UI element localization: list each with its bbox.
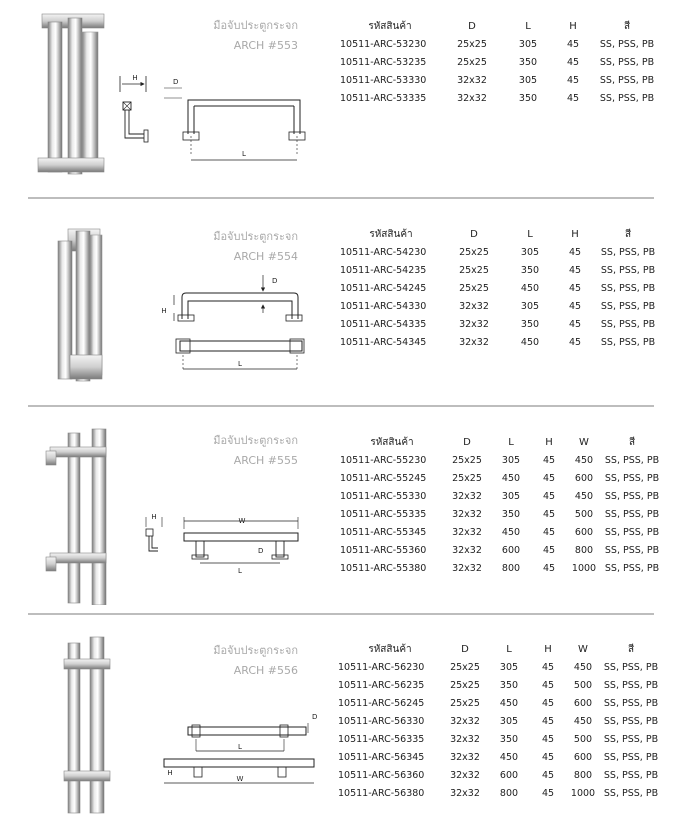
product-code-cell: 10511-ARC-53235 — [340, 56, 427, 68]
column-header: D — [468, 21, 476, 32]
table-row — [340, 279, 660, 297]
column-header: H — [569, 21, 577, 32]
table-cell: 32x32 — [450, 751, 480, 763]
dimension-w-label: W — [238, 517, 246, 525]
column-header: H — [571, 229, 579, 240]
table-cell: SS, PSS, PB — [604, 526, 660, 538]
column-header: D — [461, 644, 469, 655]
column-header: รหัสสินค้า — [368, 644, 412, 655]
product-type-thai: มือจับประตูกระจก — [213, 644, 298, 657]
product-photo — [40, 425, 114, 605]
table-cell: 32x32 — [452, 526, 482, 538]
dimension-l-label: L — [238, 567, 242, 575]
column-header: L — [508, 437, 514, 448]
table-cell: 305 — [518, 74, 538, 86]
table-cell: SS, PSS, PB — [600, 264, 656, 276]
table-cell: 350 — [520, 318, 540, 330]
product-section-arch-553 — [0, 0, 682, 198]
dimension-l-label: L — [242, 150, 246, 158]
column-header: สี — [627, 644, 635, 655]
table-row — [340, 315, 660, 333]
column-header: W — [579, 437, 589, 448]
table-cell: SS, PSS, PB — [603, 697, 659, 709]
table-row — [340, 487, 662, 505]
technical-drawing — [110, 70, 310, 180]
table-cell: 305 — [520, 300, 540, 312]
table-row — [338, 694, 662, 712]
product-code-cell: 10511-ARC-53230 — [340, 38, 427, 50]
product-type-thai: มือจับประตูกระจก — [213, 19, 298, 32]
table-cell: 350 — [499, 733, 519, 745]
table-cell: 1000 — [570, 787, 596, 799]
table-cell: SS, PSS, PB — [603, 769, 659, 781]
table-row — [338, 766, 662, 784]
table-cell: 305 — [499, 715, 519, 727]
table-row — [340, 559, 662, 577]
table-cell: SS, PSS, PB — [604, 508, 660, 520]
table-cell: 45 — [542, 544, 556, 556]
table-row — [340, 89, 660, 107]
table-cell: 25x25 — [452, 472, 482, 484]
table-cell: 45 — [568, 282, 582, 294]
product-label — [180, 641, 298, 681]
table-row — [338, 730, 662, 748]
column-header: รหัสสินค้า — [368, 21, 412, 32]
table-row — [338, 676, 662, 694]
technical-drawing — [150, 269, 320, 379]
table-cell: 32x32 — [450, 715, 480, 727]
dimension-l-label: L — [238, 360, 242, 368]
table-cell: 350 — [499, 679, 519, 691]
product-section-arch-555 — [0, 407, 682, 613]
technical-drawing — [140, 507, 310, 577]
table-cell: 305 — [520, 246, 540, 258]
table-row — [338, 784, 662, 802]
table-cell: 32x32 — [450, 787, 480, 799]
table-cell: 500 — [573, 679, 593, 691]
table-row — [338, 748, 662, 766]
product-model: ARCH #556 — [233, 664, 298, 677]
dimension-h-label: H — [151, 513, 157, 521]
table-cell: 25x25 — [450, 679, 480, 691]
table-cell: 350 — [518, 56, 538, 68]
dimension-h-label: H — [132, 74, 138, 82]
product-code-cell: 10511-ARC-53330 — [340, 74, 427, 86]
table-cell: 450 — [499, 697, 519, 709]
product-code-cell: 10511-ARC-54235 — [340, 264, 427, 276]
table-cell: 32x32 — [452, 490, 482, 502]
table-cell: 25x25 — [452, 454, 482, 466]
table-cell: SS, PSS, PB — [600, 336, 656, 348]
table-cell: 800 — [501, 562, 521, 574]
spec-table — [340, 434, 662, 577]
table-cell: 45 — [566, 56, 580, 68]
product-code-cell: 10511-ARC-54230 — [340, 246, 427, 258]
dimension-d-label: D — [312, 713, 318, 721]
product-code-cell: 10511-ARC-56335 — [338, 733, 425, 745]
table-cell: 25x25 — [459, 282, 489, 294]
table-cell: 800 — [573, 769, 593, 781]
dimension-w-label: W — [236, 775, 244, 783]
table-cell: SS, PSS, PB — [599, 56, 655, 68]
product-type-thai: มือจับประตูกระจก — [213, 230, 298, 243]
table-cell: 32x32 — [459, 318, 489, 330]
product-code-cell: 10511-ARC-55345 — [340, 526, 427, 538]
column-header: รหัสสินค้า — [369, 229, 413, 240]
product-code-cell: 10511-ARC-56245 — [338, 697, 425, 709]
table-row — [340, 523, 662, 541]
table-row — [340, 71, 660, 89]
table-cell: 450 — [573, 715, 593, 727]
table-cell: 25x25 — [450, 697, 480, 709]
table-cell: SS, PSS, PB — [604, 454, 660, 466]
table-cell: 600 — [499, 769, 519, 781]
table-cell: 32x32 — [450, 769, 480, 781]
product-code-cell: 10511-ARC-55380 — [340, 562, 427, 574]
table-cell: 600 — [501, 544, 521, 556]
table-cell: 305 — [501, 490, 521, 502]
table-row — [340, 243, 660, 261]
table-cell: 305 — [501, 454, 521, 466]
spec-table — [340, 226, 660, 351]
table-cell: 450 — [574, 454, 594, 466]
product-photo — [34, 12, 116, 188]
table-row — [340, 297, 660, 315]
table-cell: 45 — [568, 246, 582, 258]
product-code-cell: 10511-ARC-53335 — [340, 92, 427, 104]
table-cell: 25x25 — [459, 264, 489, 276]
table-cell: 600 — [574, 472, 594, 484]
column-header: L — [525, 21, 531, 32]
table-cell: SS, PSS, PB — [604, 490, 660, 502]
product-type-thai: มือจับประตูกระจก — [213, 434, 298, 447]
product-code-cell: 10511-ARC-54330 — [340, 300, 427, 312]
table-row — [340, 451, 662, 469]
table-cell: SS, PSS, PB — [600, 282, 656, 294]
table-cell: 45 — [541, 787, 555, 799]
dimension-h-label: H — [161, 307, 167, 315]
table-cell: SS, PSS, PB — [603, 661, 659, 673]
product-label — [180, 431, 298, 471]
table-row — [340, 35, 660, 53]
product-code-cell: 10511-ARC-54245 — [340, 282, 427, 294]
column-header: L — [527, 229, 533, 240]
table-cell: 25x25 — [450, 661, 480, 673]
table-cell: 450 — [501, 526, 521, 538]
table-cell: 450 — [573, 661, 593, 673]
product-photo — [42, 225, 112, 385]
product-code-cell: 10511-ARC-56230 — [338, 661, 425, 673]
column-header: H — [544, 644, 552, 655]
column-header: D — [463, 437, 471, 448]
product-label — [180, 227, 298, 267]
table-cell: 25x25 — [459, 246, 489, 258]
table-row — [340, 261, 660, 279]
table-cell: 45 — [541, 715, 555, 727]
table-cell: SS, PSS, PB — [603, 751, 659, 763]
table-cell: 1000 — [571, 562, 597, 574]
table-cell: SS, PSS, PB — [603, 787, 659, 799]
product-code-cell: 10511-ARC-56235 — [338, 679, 425, 691]
table-cell: 32x32 — [452, 544, 482, 556]
table-cell: SS, PSS, PB — [604, 472, 660, 484]
table-cell: SS, PSS, PB — [603, 679, 659, 691]
table-row — [340, 541, 662, 559]
table-cell: 25x25 — [457, 38, 487, 50]
table-cell: 500 — [574, 508, 594, 520]
table-cell: 45 — [541, 751, 555, 763]
product-code-cell: 10511-ARC-55335 — [340, 508, 427, 520]
table-cell: 800 — [574, 544, 594, 556]
product-section-arch-554 — [0, 199, 682, 405]
column-header: H — [545, 437, 553, 448]
table-cell: SS, PSS, PB — [600, 318, 656, 330]
product-code-cell: 10511-ARC-54345 — [340, 336, 427, 348]
technical-drawing — [150, 709, 330, 789]
table-cell: SS, PSS, PB — [600, 300, 656, 312]
table-cell: SS, PSS, PB — [603, 733, 659, 745]
table-cell: SS, PSS, PB — [599, 74, 655, 86]
table-cell: SS, PSS, PB — [604, 544, 660, 556]
dimension-l-label: L — [238, 743, 242, 751]
dimension-d-label: D — [258, 547, 264, 555]
product-code-cell: 10511-ARC-54335 — [340, 318, 427, 330]
table-header-row — [340, 434, 662, 451]
table-cell: 32x32 — [457, 92, 487, 104]
table-cell: 600 — [573, 751, 593, 763]
product-code-cell: 10511-ARC-56330 — [338, 715, 425, 727]
table-cell: SS, PSS, PB — [599, 92, 655, 104]
product-code-cell: 10511-ARC-55230 — [340, 454, 427, 466]
spec-table — [338, 641, 662, 802]
table-cell: 45 — [541, 769, 555, 781]
product-code-cell: 10511-ARC-55330 — [340, 490, 427, 502]
table-cell: 45 — [541, 661, 555, 673]
table-row — [338, 712, 662, 730]
table-row — [340, 469, 662, 487]
table-cell: 45 — [541, 679, 555, 691]
table-cell: SS, PSS, PB — [603, 715, 659, 727]
table-cell: 25x25 — [457, 56, 487, 68]
table-row — [340, 333, 660, 351]
product-code-cell: 10511-ARC-55245 — [340, 472, 427, 484]
table-cell: SS, PSS, PB — [599, 38, 655, 50]
dimension-d-label: D — [272, 277, 278, 285]
product-model: ARCH #555 — [233, 454, 298, 467]
table-cell: 45 — [542, 472, 556, 484]
product-section-arch-556 — [0, 615, 682, 814]
table-cell: 45 — [541, 733, 555, 745]
table-cell: SS, PSS, PB — [600, 246, 656, 258]
table-cell: 45 — [568, 300, 582, 312]
column-header: W — [578, 644, 588, 655]
table-header-row — [340, 18, 660, 35]
table-cell: 45 — [568, 264, 582, 276]
table-cell: 32x32 — [459, 336, 489, 348]
table-cell: 450 — [520, 336, 540, 348]
table-cell: 305 — [518, 38, 538, 50]
product-photo — [62, 635, 114, 815]
product-code-cell: 10511-ARC-56380 — [338, 787, 425, 799]
product-label — [180, 16, 298, 56]
dimension-d-label: D — [173, 78, 179, 86]
table-row — [340, 53, 660, 71]
spec-table — [340, 18, 660, 107]
product-model: ARCH #553 — [233, 39, 298, 52]
column-header: สี — [624, 229, 632, 240]
table-cell: 45 — [542, 526, 556, 538]
table-cell: 32x32 — [459, 300, 489, 312]
table-cell: 45 — [541, 697, 555, 709]
column-header: รหัสสินค้า — [370, 437, 414, 448]
product-model: ARCH #554 — [233, 250, 298, 263]
table-row — [338, 658, 662, 676]
dimension-h-label: H — [167, 769, 173, 777]
table-cell: 32x32 — [450, 733, 480, 745]
table-cell: 45 — [566, 92, 580, 104]
table-cell: 32x32 — [452, 562, 482, 574]
table-cell: 350 — [501, 508, 521, 520]
product-code-cell: 10511-ARC-55360 — [340, 544, 427, 556]
column-header: D — [470, 229, 478, 240]
table-cell: SS, PSS, PB — [604, 562, 660, 574]
product-code-cell: 10511-ARC-56345 — [338, 751, 425, 763]
product-code-cell: 10511-ARC-56360 — [338, 769, 425, 781]
table-header-row — [340, 226, 660, 243]
table-cell: 600 — [574, 526, 594, 538]
table-cell: 305 — [499, 661, 519, 673]
table-row — [340, 505, 662, 523]
column-header: สี — [628, 437, 636, 448]
column-header: L — [506, 644, 512, 655]
table-cell: 500 — [573, 733, 593, 745]
table-cell: 45 — [566, 74, 580, 86]
table-cell: 450 — [499, 751, 519, 763]
table-cell: 800 — [499, 787, 519, 799]
table-cell: 450 — [574, 490, 594, 502]
table-cell: 45 — [542, 562, 556, 574]
column-header: สี — [623, 21, 631, 32]
table-cell: 45 — [542, 490, 556, 502]
table-cell: 350 — [518, 92, 538, 104]
table-cell: 45 — [568, 318, 582, 330]
table-cell: 45 — [568, 336, 582, 348]
table-cell: 600 — [573, 697, 593, 709]
table-cell: 450 — [520, 282, 540, 294]
table-cell: 350 — [520, 264, 540, 276]
table-cell: 45 — [542, 454, 556, 466]
table-cell: 450 — [501, 472, 521, 484]
table-cell: 32x32 — [457, 74, 487, 86]
table-cell: 32x32 — [452, 508, 482, 520]
table-cell: 45 — [542, 508, 556, 520]
table-cell: 45 — [566, 38, 580, 50]
table-header-row — [338, 641, 662, 658]
